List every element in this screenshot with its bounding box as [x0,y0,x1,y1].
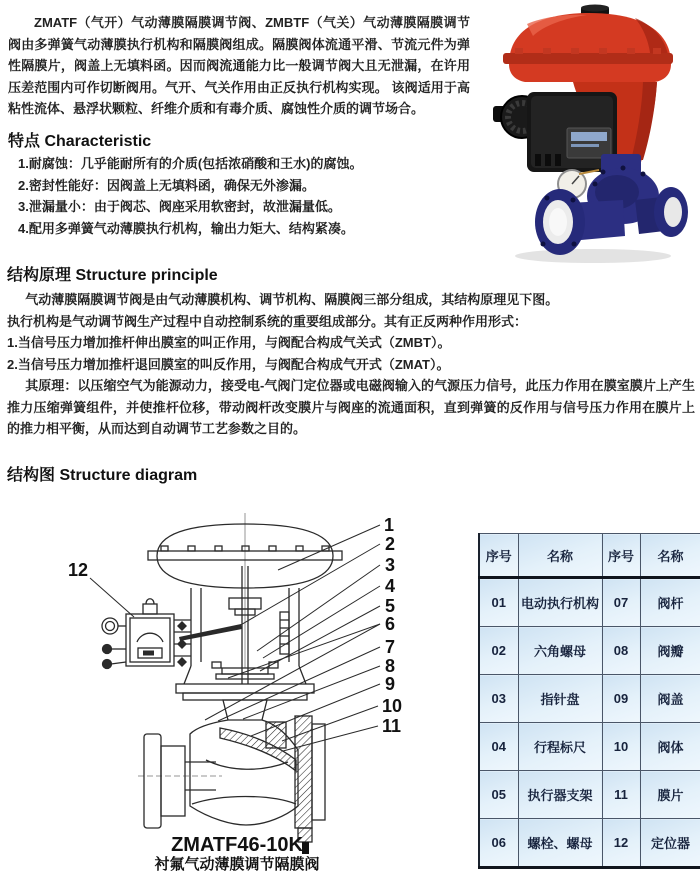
characteristic-item: 2.密封性能好：因阀盖上无填料函，确保无外渗漏。 [18,177,315,193]
callout-number: 8 [385,656,396,676]
part-no: 11 [602,771,640,819]
callout-number: 5 [385,596,396,616]
product-photo-svg [475,4,700,266]
principle-heading: 结构原理 Structure principle [7,267,218,284]
diagram-caption-model: ZMATF46-10K [171,834,303,856]
callout-number: 3 [385,555,396,575]
part-no: 02 [479,627,518,675]
part-no: 01 [479,578,518,627]
principle-paragraph: 执行机构是气动调节阀生产过程中自动控制系统的重要组成部分。其有正反两种作用形式： [7,313,528,329]
callout-number: 2 [385,534,396,554]
part-name: 执行器支架 [518,771,602,819]
photo-shadow [515,249,671,263]
part-no: 10 [602,723,640,771]
table-header: 名称 [518,534,602,578]
table-header: 名称 [640,534,700,578]
callout-number: 4 [385,576,396,596]
characteristic-item: 1.耐腐蚀：几乎能耐所有的介质(包括浓硝酸和王水)的腐蚀。 [18,156,363,171]
diagram-caption-name: 衬氟气动薄膜调节隔膜阀 [154,856,320,872]
part-name: 阀瓣 [640,627,700,675]
part-name: 阀杆 [640,578,700,627]
principle-paragraph: 2.当信号压力增加推杆退回膜室的叫反作用，与阀配合构成气开式（ZMAT）。 [7,356,450,372]
callout-number: 11 [382,716,402,736]
part-no: 05 [479,771,518,819]
table-row [479,723,700,771]
intro-paragraph: ZMATF（气开）气动薄膜隔膜调节阀、ZMBTF（气关）气动薄膜隔膜调节阀由多弹簧气动薄膜执行机构和隔膜阀组成。隔膜阀体流通平滑、节流元件为弹性隔膜片，阀盖上无填料函。因而阀流通能力比一般调节阀大且无泄漏，在许用压差范围内可作切断阀用。气开、气关作用由正反执行机构实现。 该阀适用于高粘性流体、悬浮状颗粒、纤维介质和有毒介质、腐蚀性介质的调节场合。 [8,15,470,116]
part-no: 08 [602,627,640,675]
part-name: 阀盖 [640,675,700,723]
principle-text [7,289,695,440]
part-name: 阀体 [640,723,700,771]
diagram-heading: 结构图 Structure diagram [7,467,198,484]
part-no: 07 [602,578,640,627]
callout-number: 1 [384,515,395,535]
callout-leader-lines [90,525,380,751]
callout-number: 9 [385,674,396,694]
principle-paragraph: 气动薄膜隔膜调节阀是由气动薄膜机构、调节机构、隔膜阀三部分组成，其结构原理见下图。 [25,292,559,307]
part-name: 螺栓、螺母 [518,819,602,868]
table-row [479,771,700,819]
part-no: 12 [602,819,640,868]
callout-number: 7 [385,637,396,657]
valve-cross-section [102,513,342,854]
callout-number: 10 [382,696,403,716]
characteristic-item: 4.配用多弹簧气动薄膜执行机构，输出力矩大、结构紧凑。 [18,220,354,236]
part-no: 04 [479,723,518,771]
principle-paragraph: 1.当信号压力增加推杆伸出膜室的叫正作用，与阀配合构成气关式（ZMBT）。 [7,335,451,350]
table-row [479,819,700,868]
part-no: 06 [479,819,518,868]
table-row [479,578,700,627]
callout-number: 12 [68,560,89,580]
part-name: 膜片 [640,771,700,819]
structure-diagram-svg [30,508,430,872]
product-photo [475,4,700,266]
part-name: 行程标尺 [518,723,602,771]
parts-table [478,533,700,869]
part-no: 09 [602,675,640,723]
part-name: 六角螺母 [518,627,602,675]
principle-paragraph: 其原理：以压缩空气为能源动力，接受电-气阀门定位器或电磁阀输入的气源压力信号，此压力作用在膜室膜片上产生推力压缩弹簧组件，并使推杆位移，带动阀杆改变膜片与阀座的流通面积，直到弹簧的反作用与信号压力作用在膜片上的推力相平衡，从而达到自动调节工艺参数之目的。 [7,378,695,436]
table-header: 序号 [602,534,640,578]
callout-number: 6 [385,614,396,634]
table-header-row [479,534,700,578]
part-name: 定位器 [640,819,700,868]
characteristic-item: 3.泄漏量小：由于阀芯、阀座采用软密封，故泄漏量低。 [18,199,341,214]
part-no: 03 [479,675,518,723]
structure-diagram [30,508,430,872]
characteristic-heading: 特点 Characteristic [8,133,152,150]
part-name: 电动执行机构 [518,578,602,627]
table-row [479,675,700,723]
table-row [479,627,700,675]
characteristic-list [18,153,468,239]
part-name: 指针盘 [518,675,602,723]
table-header: 序号 [479,534,518,578]
